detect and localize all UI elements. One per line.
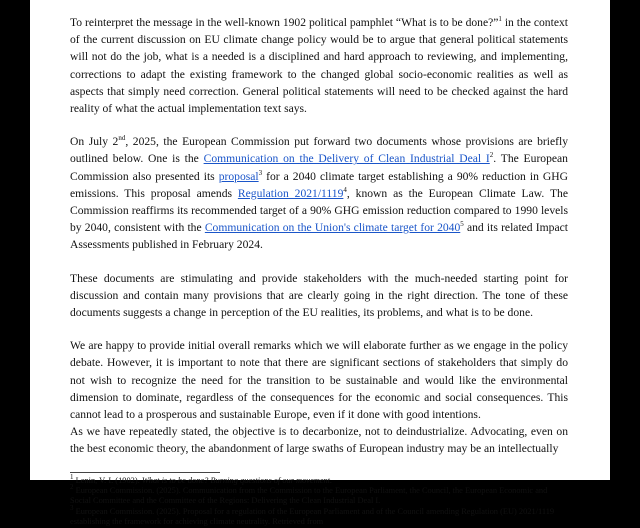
footnote-text: European Commission. (2025). Communication from the Commission to the European Parliament, the Council, the European Economic and Social Committee and the Committee of the Regions: Delivering the Clean Industrial Deal I.	[70, 486, 548, 506]
footnote-1	[70, 472, 568, 486]
document-page	[30, 0, 610, 527]
footnote-ref-5[interactable]: 5	[460, 220, 464, 229]
footnote-ref-4[interactable]: 4	[343, 185, 347, 194]
paragraph-text: , 2025, the European Commission put forward two documents whose provisions are briefly outlined below. One is the	[70, 135, 568, 166]
paragraph-text: , known as the European Climate Law. The Commission reaffirms its recommended target of a 90% GHG emission reduction compared to 1990 levels by 2040, consistent with the	[70, 186, 568, 235]
paragraph-text: and its related Impact Assessments published in February 2024.	[70, 221, 568, 252]
link-proposal[interactable]: proposal	[218, 169, 259, 183]
paragraph-commission-documents	[70, 133, 568, 253]
footnote-text: Lenin, V. I. (1902).	[73, 475, 142, 485]
paragraph-decarbonize: As we have repeatedly stated, the objective is to decarbonize, not to deindustrialize. Advocating, even on the best economic theory, the abandonment of large swaths of European industry may be an intellectually	[70, 425, 568, 456]
link-climate-target-2040[interactable]: Communication on the Union's climate target for 2040	[204, 221, 461, 235]
paragraph-text: in the context of the current discussion on EU climate change policy would be to argue that general political statements will not do the job, what is a needed is a disciplined and hard approach to reviewing, and implementing, corrections to adapt the existing framework to the changed global socio-economic realities as well as aspects that simply need correction. General political statements will need to be checked against the hard reality of what the actual implementation text says.	[70, 16, 568, 116]
footnote-title: What is to be done? Burning questions of our movement.	[141, 475, 333, 485]
footnote-2	[70, 483, 568, 507]
paragraph-initial-remarks: We are happy to provide initial overall remarks which we will elaborate further as we engage in the policy debate. However, it is important to note that there are significant sections of stakeholders that simply do not wish to recognize the need for the transition to be sustainable and would like the environmental dimension to dominate, regardless of the consequences for the economic and social consequences. This cannot lead to a prosperous and sustainable Europe, even if it done with good intentions.	[70, 339, 568, 422]
paragraph-text: On July 2	[70, 135, 119, 149]
link-clean-industrial-deal[interactable]: Communication on the Delivery of Clean Industrial Deal I	[203, 152, 490, 166]
footnote-ref-1[interactable]: 1	[498, 15, 502, 24]
ordinal-suffix: nd	[118, 134, 126, 143]
footnote-separator	[70, 472, 220, 473]
footnote-number: 2	[70, 483, 74, 492]
document-body	[70, 14, 568, 528]
paragraph-text: for a 2040 climate target establishing a 90% reduction in GHG emissions. This proposal amends	[70, 169, 568, 200]
paragraph-stimulating-documents: These documents are stimulating and provide stakeholders with the much-needed starting point for discussion and contain many provisions that are clearly going in the right direction. The tone of these documents suggests a change in perception of the EU realities, its problems, and what is to be done.	[70, 271, 568, 320]
footnote-ref-3[interactable]: 3	[258, 168, 263, 177]
footnote-number: 3	[70, 504, 74, 513]
paragraph-pamphlet	[70, 14, 568, 117]
footnote-3	[70, 504, 568, 528]
footnote-ref-2[interactable]: 2	[489, 151, 494, 160]
paragraph-text: . The European Commission also presented its	[70, 152, 568, 183]
footnote-number: 1	[70, 472, 74, 481]
footnote-text: European Commission. (2025). Proposal for a regulation of the European Parliament and of the Council amending Regulation (EU) 2021/1119 establishing the framework for achieving climate neutrality. Retrieved from	[70, 506, 555, 527]
link-regulation-2021-1119[interactable]: Regulation 2021/1119	[237, 186, 344, 200]
paragraph-text: To reinterpret the message in the well-known 1902 political pamphlet “What is to be done?”	[70, 16, 499, 29]
